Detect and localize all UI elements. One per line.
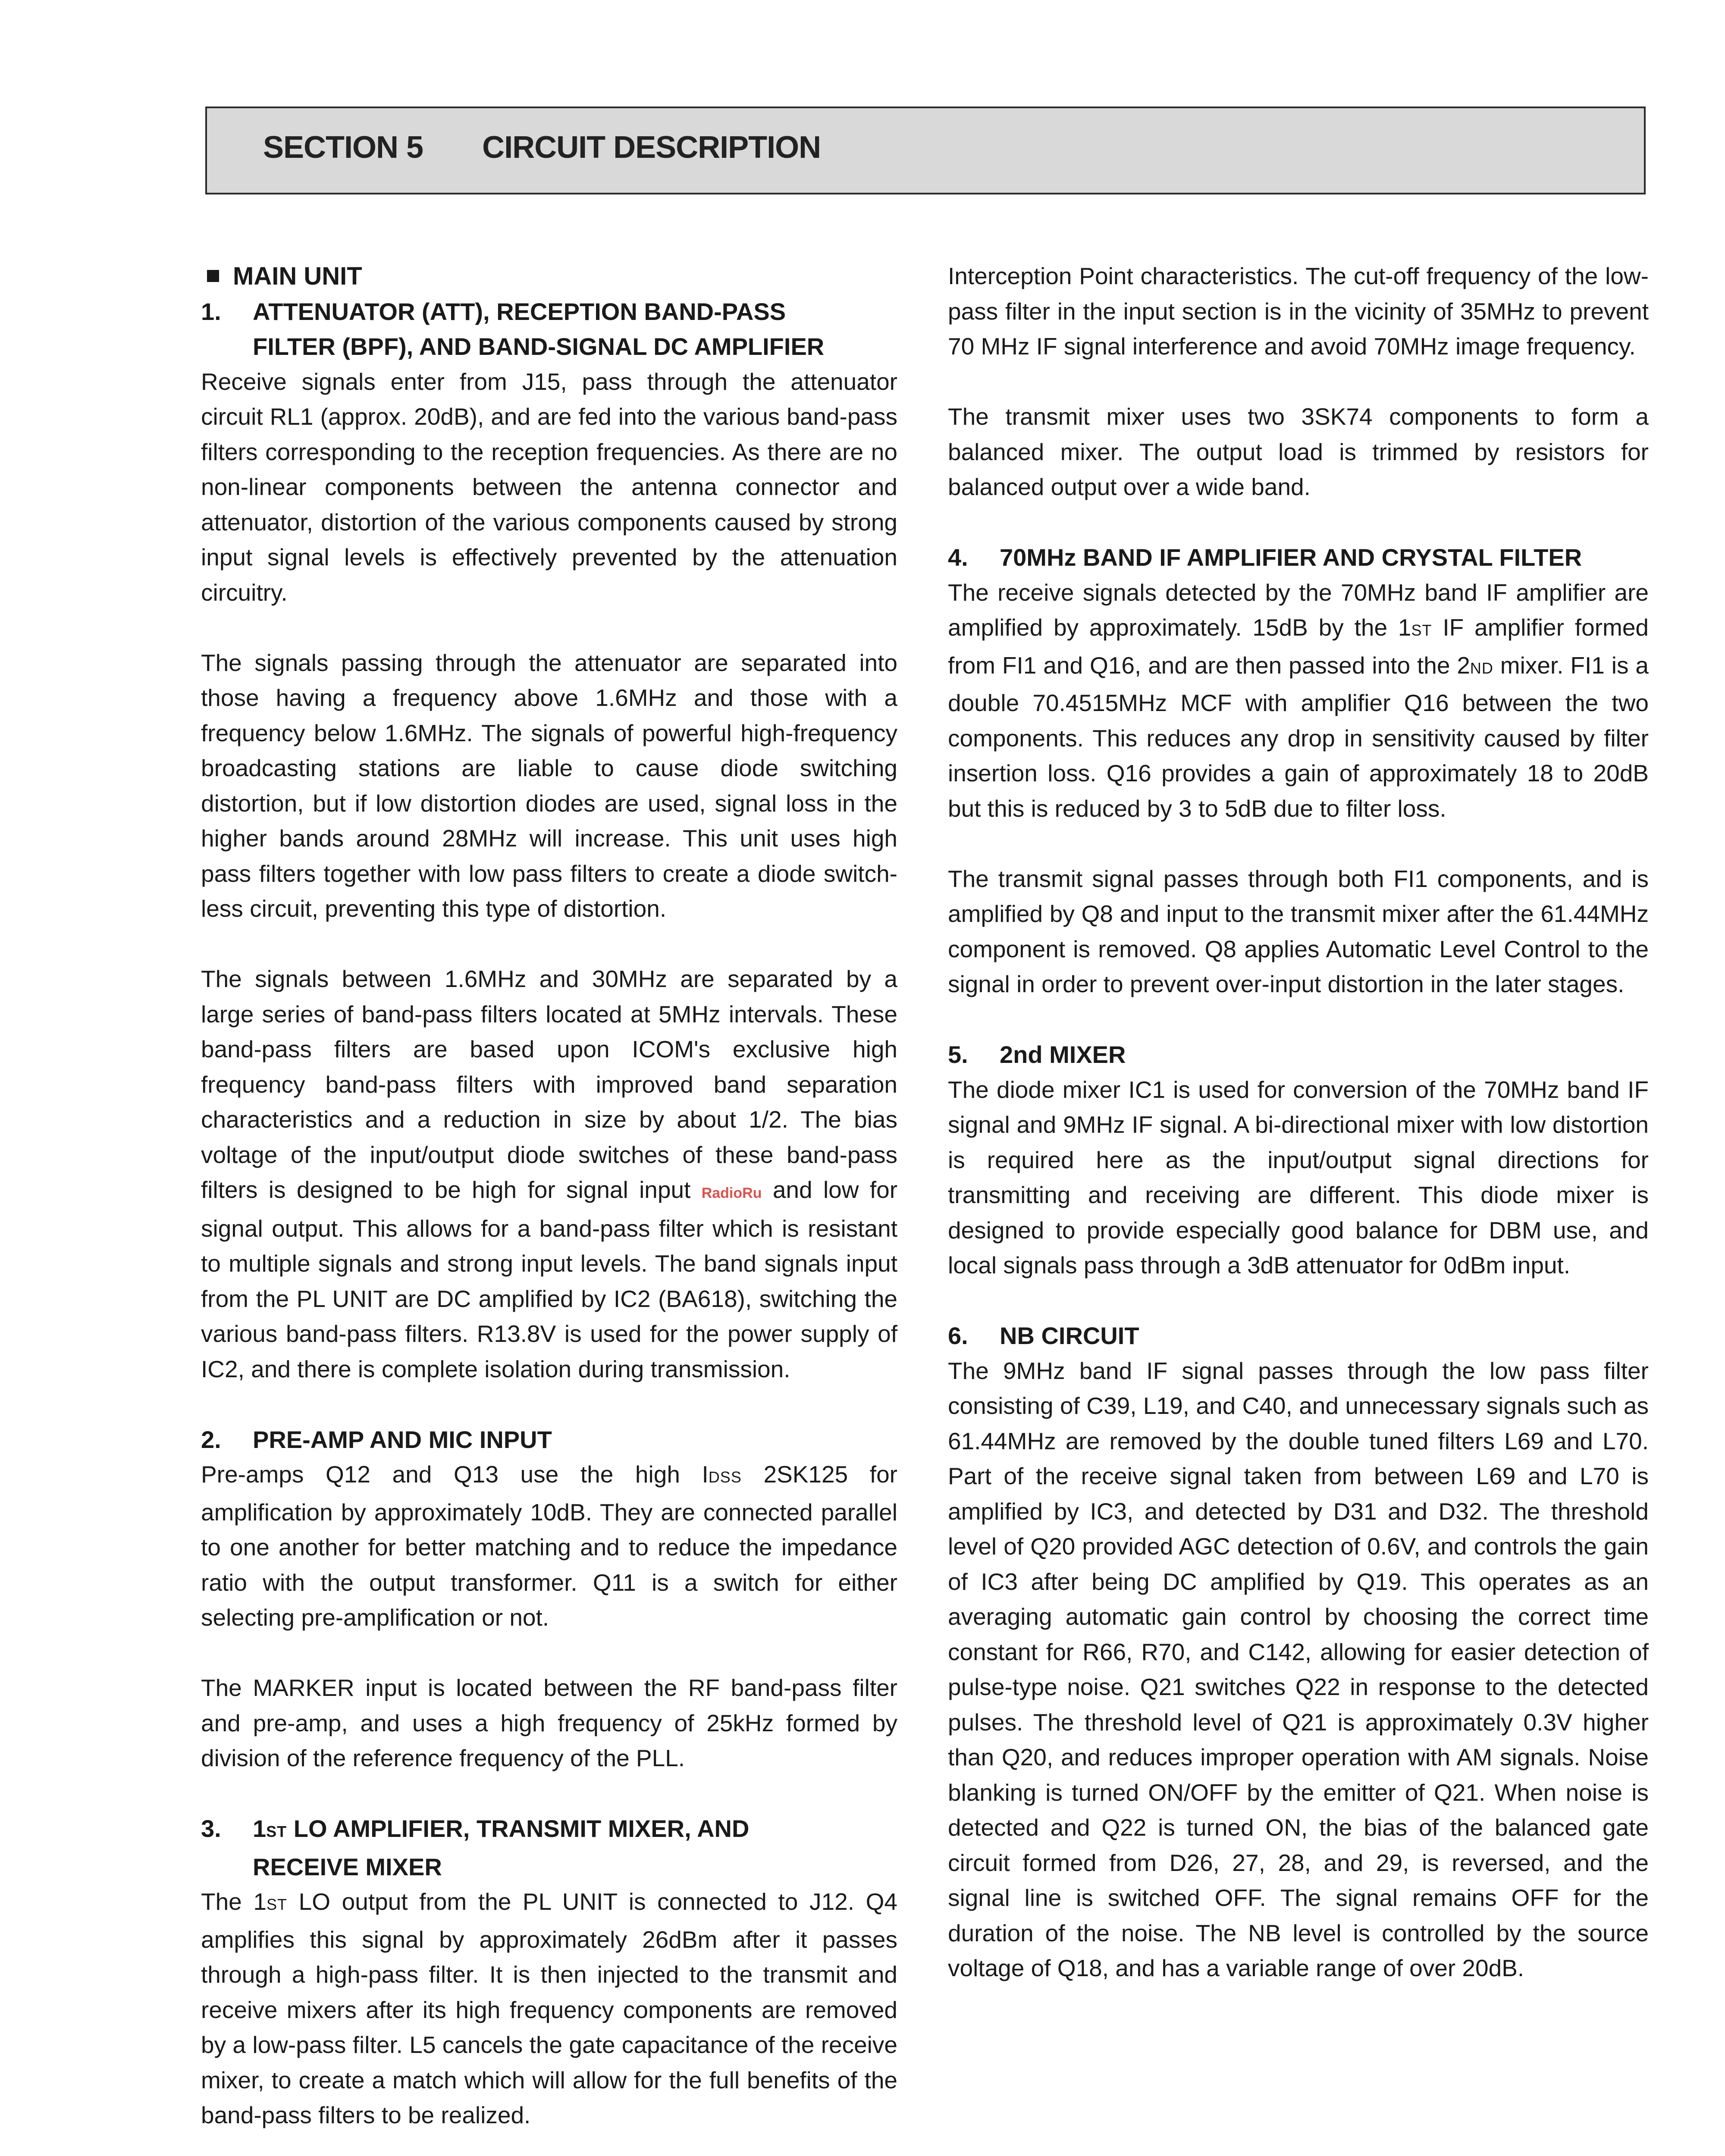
section-1-heading (201, 294, 897, 364)
section-6-number: 6. (948, 1322, 968, 1349)
section-1-number: 1. (201, 298, 221, 325)
section-4-title: 70MHz BAND IF AMPLIFIER AND CRYSTAL FILTER (1000, 544, 1582, 571)
s3-paragraph-2-continued: Interception Point characteristics. The cut-off frequency of the low-pass filter in the input section is in the vicinity of 35MHz to prevent 70 MHz IF signal interference and avoid 70MHz image frequency. (948, 263, 1649, 360)
watermark: RadioRu (701, 1185, 762, 1201)
section-6-heading (948, 1318, 1649, 1354)
section-6-title: NB CIRCUIT (1000, 1322, 1139, 1349)
s2-paragraph-1: Pre-amps Q12 and Q13 use the high IDSS 2SK125 for amplification by approximately 10dB. They are connected parallel to one another for better matching and to reduce the impedance ratio with the output transformer. Q11 is a switch for either selecting pre-amplification or not. (201, 1461, 897, 1631)
s3-paragraph-3: The transmit mixer uses two 3SK74 components to form a balanced mixer. The output load is trimmed by resistors for balanced output over a wide band. (948, 403, 1649, 500)
s3-paragraph-1: The 1ST LO output from the PL UNIT is connected to J12. Q4 amplifies this signal by approximately 26dBm after it passes through a high-pass filter. It is then injected to the transmit and receive mixers after its high frequency components are removed by a low-pass filter. L5 cancels the gate capacitance of the receive mixer, to create a match which will allow for the full benefits of the band-pass filters to be realized. (201, 1888, 897, 2128)
right-column (948, 259, 1649, 2021)
s2-paragraph-2: The MARKER input is located between the RF band-pass filter and pre-amp, and uses a high frequency of 25kHz formed by division of the reference frequency of the PLL. (201, 1674, 897, 1771)
s4-paragraph-2: The transmit signal passes through both FI1 components, and is amplified by Q8 and input to the transmit mixer after the 61.44MHz component is removed. Q8 applies Automatic Level Control to the signal in order to prevent over-input distortion in the later stages. (948, 865, 1649, 997)
section-2-number: 2. (201, 1426, 221, 1453)
s1-paragraph-1: Receive signals enter from J15, pass through the attenuator circuit RL1 (approx. 20dB), and are fed into the various band-pass filters corresponding to the reception frequencies. As there are no non-linear components between the antenna connector and attenuator, distortion of the various components caused by strong input signal levels is effectively prevented by the attenuation circuitry. (201, 368, 897, 606)
left-column (201, 259, 897, 2156)
section-number: SECTION 5 (263, 130, 423, 165)
section-3-heading (201, 1811, 897, 1884)
section-3-number: 3. (201, 1815, 221, 1842)
s5-paragraph-1: The diode mixer IC1 is used for conversion of the 70MHz band IF signal and 9MHz IF signal. A bi-directional mixer with low distortion is required here as the input/output signal directions for transmitting and receiving are different. This diode mixer is designed to provide especially good balance for DBM use, and local signals pass through a 3dB attenuator for 0dBm input. (948, 1076, 1649, 1279)
section-name: CIRCUIT DESCRIPTION (482, 130, 821, 165)
section-5-number: 5. (948, 1041, 968, 1068)
s1-paragraph-2: The signals passing through the attenuator are separated into those having a frequency above 1.6MHz and those with a frequency below 1.6MHz. The signals of powerful high-frequency broadcasting stations are liable to cause diode switching distortion, but if low distortion diodes are used, signal loss in the higher bands around 28MHz will increase. This unit uses high pass filters together with low pass filters to create a diode switch-less circuit, preventing this type of distortion. (201, 649, 897, 922)
section-4-number: 4. (948, 544, 968, 571)
section-2-title: PRE-AMP AND MIC INPUT (253, 1426, 552, 1453)
section-3-title: 1ST LO AMPLIFIER, TRANSMIT MIXER, AND RECEIVE MIXER (253, 1815, 750, 1880)
section-4-heading (948, 540, 1649, 575)
s1-paragraph-3: The signals between 1.6MHz and 30MHz are separated by a large series of band-pass filters located at 5MHz intervals. These band-pass filters are based upon ICOM's exclusive high frequency band-pass filters with improved band separation characteristics and a reduction in size by about 1/2. The bias voltage of the input/output diode switches of these band-pass filters is designed to be high for signal input RadioRu and low for signal output. This allows for a band-pass filter which is resistant to multiple signals and strong input levels. The band signals input from the PL UNIT are DC amplified by IC2 (BA618), switching the various band-pass filters. R13.8V is used for the power supply of IC2, and there is complete isolation during transmission. (201, 965, 898, 1382)
section-title (263, 130, 821, 165)
s6-paragraph-1: The 9MHz band IF signal passes through the low pass filter consisting of C39, L19, and C40, and unnecessary signals such as 61.44MHz are removed by the double tuned filters L69 and L70. Part of the receive signal taken from between L69 and L70 is amplified by IC3, and detected by D31 and D32. The threshold level of Q20 provided AGC detection of 0.6V, and controls the gain of IC3 after being DC amplified by Q19. This operates as an averaging automatic gain control by choosing the correct time constant for R66, R70, and C142, allowing for easier detection of pulse-type noise. Q21 switches Q22 in response to the detected pulses. The threshold level of Q21 is approximately 0.3V higher than Q20, and reduces improper operation with AM signals. Noise blanking is turned ON/OFF by the emitter of Q21. When noise is detected and Q22 is turned ON, the bias of the balanced gate circuit formed from D26, 27, 28, and 29, is reversed, and the signal line is switched OFF. The signal remains OFF for the duration of the noise. The NB level is controlled by the source voltage of Q18, and has a variable range of over 20dB. (948, 1357, 1649, 1981)
section-2-heading (201, 1422, 897, 1457)
section-5-title: 2nd MIXER (1000, 1041, 1126, 1068)
square-bullet-icon (207, 270, 219, 282)
section-5-heading (948, 1037, 1649, 1072)
s4-paragraph-1: The receive signals detected by the 70MHz band IF amplifier are amplified by approximately. 15dB by the 1ST IF amplifier formed from FI1 and Q16, and are then passed into the 2ND mixer. FI1 is a double 70.4515MHz MCF with amplifier Q16 between the two components. This reduces any drop in sensitivity caused by filter insertion loss. Q16 provides a gain of approximately 18 to 20dB but this is reduced by 3 to 5dB due to filter loss. (948, 579, 1649, 822)
main-unit-heading: MAIN UNIT (201, 259, 897, 294)
section-header-bar (205, 107, 1646, 194)
section-1-title: ATTENUATOR (ATT), RECEPTION BAND-PASS FILTER (BPF), AND BAND-SIGNAL DC AMPLIFIER (253, 298, 825, 360)
